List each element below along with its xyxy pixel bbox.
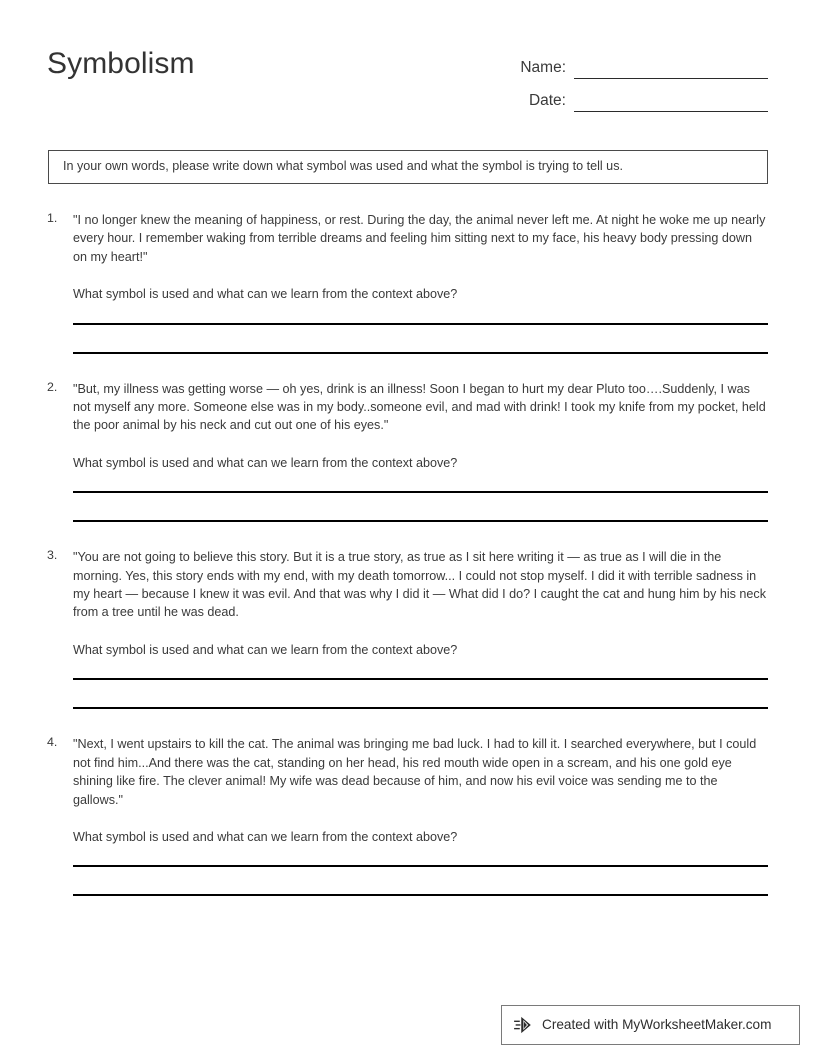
- worksheet-header: [0, 0, 816, 135]
- instruction-box: [48, 150, 768, 184]
- question-item: [0, 548, 816, 709]
- question-passage: "Next, I went upstairs to kill the cat. The animal was bringing me bad luck. I had to kill it. I searched everywhere, but I could not find him...And there was the cat, standing on her head, his red mouth wide open in a scream, and his one gold eye shining like fire. The clever animal! My wife was dead because of him, and now his evil voice was sending me to the gallows.": [73, 737, 757, 807]
- footer-badge[interactable]: [501, 1005, 800, 1045]
- question-item: [0, 735, 816, 896]
- question-prompt: What symbol is used and what can we learn from the context above?: [73, 829, 458, 844]
- footer-text: Created with MyWorksheetMaker.com: [542, 1017, 772, 1033]
- question-item: [0, 380, 816, 523]
- name-label: Name:: [520, 59, 566, 76]
- answer-line[interactable]: [73, 678, 768, 680]
- date-row: [478, 79, 768, 112]
- question-passage: "I no longer knew the meaning of happiness, or rest. During the day, the animal never left me. At night he woke me up nearly every hour. I remember waking from terrible dreams and feeling him sitting next to my face, his heavy body pressing down on my heart!": [73, 213, 766, 264]
- questions-list: [0, 211, 816, 922]
- page-title: Symbolism: [47, 47, 195, 80]
- question-body: [47, 211, 768, 354]
- question-number: 1.: [47, 211, 58, 225]
- name-date-block: [478, 46, 768, 112]
- answer-lines: [73, 865, 768, 896]
- answer-line[interactable]: [73, 894, 768, 896]
- name-row: [478, 46, 768, 79]
- question-number: 3.: [47, 548, 58, 563]
- question-body: [47, 735, 768, 896]
- date-label: Date:: [528, 92, 566, 109]
- answer-line[interactable]: [73, 491, 768, 493]
- question-item: [0, 211, 816, 354]
- answer-line[interactable]: [73, 865, 768, 867]
- date-input[interactable]: [574, 92, 768, 112]
- name-input[interactable]: [574, 59, 768, 79]
- question-passage: "But, my illness was getting worse — oh yes, drink is an illness! Soon I began to hurt my dear Pluto too….Suddenly, I was not myself any more. Someone else was in my body..someone evil, and mad with drink! I took my knife from my pocket, held the poor animal by his neck and cut out one of his eyes.": [73, 381, 766, 433]
- answer-lines: [73, 323, 768, 354]
- answer-lines: [73, 678, 768, 709]
- answer-line[interactable]: [73, 707, 768, 709]
- answer-lines: [73, 491, 768, 522]
- question-prompt: What symbol is used and what can we learn from the context above?: [73, 455, 458, 470]
- answer-line[interactable]: [73, 520, 768, 522]
- instruction-text: In your own words, please write down what symbol was used and what the symbol is trying to tell us.: [63, 159, 623, 174]
- question-body: [47, 380, 768, 523]
- question-number: 2.: [47, 379, 58, 394]
- question-prompt: What symbol is used and what can we learn from the context above?: [73, 287, 458, 302]
- question-body: [47, 548, 768, 709]
- answer-line[interactable]: [73, 352, 768, 354]
- question-passage: "You are not going to believe this story. But it is a true story, as true as I sit here writing it — as true as I will die in the morning. Yes, this story ends with my end, with my death tomorrow... I could not stop myself. I did it with terrible sadness in my heart — because I knew it was evil. And that was why I did it — What did I do? I caught the cat and hung him by his neck from a tree until he was dead.: [73, 550, 767, 620]
- answer-line[interactable]: [73, 323, 768, 325]
- question-prompt: What symbol is used and what can we learn from the context above?: [73, 642, 458, 657]
- question-number: 4.: [47, 735, 58, 750]
- myworksheetmaker-logo-icon: [513, 1014, 535, 1036]
